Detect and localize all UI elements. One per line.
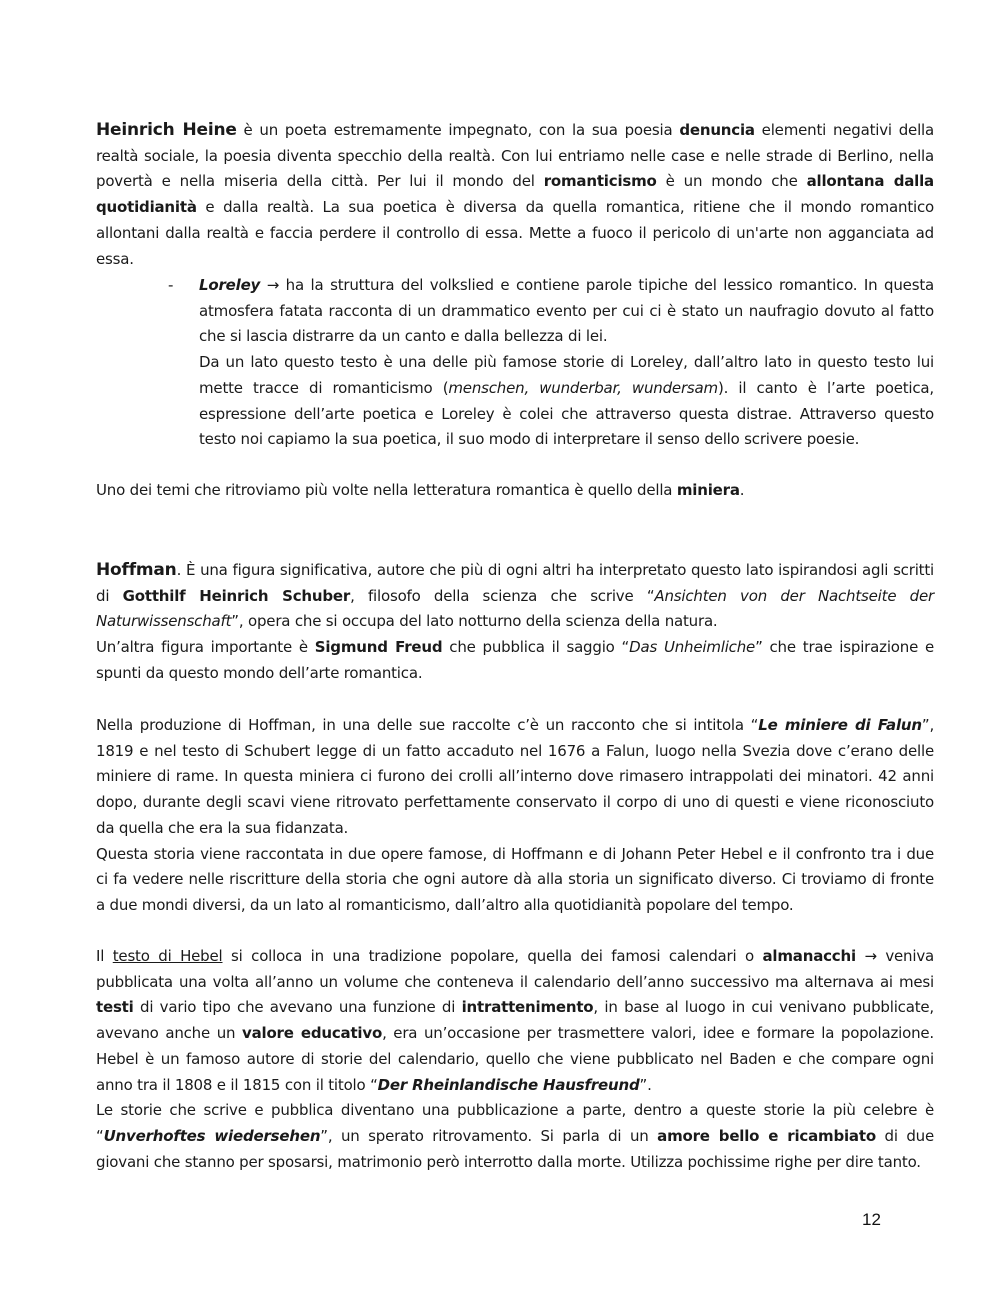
bold-term: romanticismo [543, 172, 657, 191]
text-run: → ha la struttura del volkslied e contiene parole tipiche del lessico romantico. In questa atmosfera fatata racconta di un drammatico evento per cui ci è stato un naufragio dovuto al fatto che si lascia distrarre da un canto e dalla bellezza di lei. [199, 276, 934, 346]
text-run: . È una figura significativa, autore che più di ogni altri ha interpretato questo lato ispirandosi agli scritti di [96, 561, 934, 605]
text-run: Uno dei temi che ritroviamo più volte nella letteratura romantica è quello della [96, 481, 677, 499]
text-run: ”, 1819 e nel testo di Schubert legge di un fatto accaduto nel 1676 a Falun, luogo nella Svezia dove c’erano delle miniere di rame. In questa miniera ci furono dei crolli all’interno dove rimasero intrappolati dei minatori. 42 anni dopo, durante degli scavi viene ritrovato perfettamente conservato il corpo di uno di questi e viene riconosciuto da quella che era la sua fidanzata. [96, 716, 935, 837]
heine-name: Heinrich Heine [96, 120, 237, 140]
work-title: Der Rheinlandische Hausfreund [377, 1075, 640, 1094]
page-number: 12 [862, 1210, 881, 1229]
bold-term: intrattenimento [461, 998, 594, 1017]
bullet-dash: - [168, 276, 174, 294]
text-run: ”, opera che si occupa del lato notturno della scienza della natura. [231, 612, 718, 631]
text-run: è un poeta estremamente impegnato, con la sua poesia [236, 121, 680, 139]
text-run: e dalla realtà. La sua poetica è diversa da quella romantica, ritiene che il mondo romantico allontani dalla realtà e faccia perdere il controllo di essa. Mette a fuoco il pericolo di un'arte non agganciata ad essa. [96, 198, 934, 268]
loreley-title: Loreley [199, 276, 261, 294]
bold-term: Sigmund Freud [314, 638, 443, 657]
text-run: Questa storia viene raccontata in due opere famose, di Hoffmann e di Johann Peter Hebel e il confronto tra i due ci fa vedere nelle riscritture della storia che ogni autore dà alla storia un significato diverso. Ci troviamo di fronte a due mondi diversi, da un lato al romanticismo, dall’altro alla quotidianità popolare del tempo. [96, 844, 934, 914]
text-run: ”. [639, 1075, 652, 1094]
text-run: che pubblica il saggio “ [442, 638, 630, 657]
text-run: di due giovani che stanno per sposarsi, matrimonio però interrotto dalla morte. Utilizza pochissime righe per dire tanto. [96, 1126, 934, 1171]
bold-term: miniera [676, 481, 740, 499]
bold-term: Gotthilf Heinrich Schuber [122, 586, 351, 605]
italic-term: Das Unheimliche [629, 638, 756, 657]
text-run: . [739, 481, 745, 499]
work-title: Le miniere di Falun [758, 716, 922, 734]
text-run: Un’altra figura importante è [96, 638, 315, 657]
text-run: , era un’occasione per trasmettere valori, idee e formare la popolazione. Hebel è un famoso autore di storie del calendario, quello che viene pubblicato nel Baden e che compare ogni anno tra il 1808 e il 1815 con il titolo “ [96, 1024, 934, 1094]
underlined-term: testo di Hebel [112, 947, 223, 965]
italic-term: menschen, wunderbar, wundersam [448, 378, 718, 397]
text-run: è un mondo che [656, 172, 807, 191]
italic-term: Ansichten von der Nachtseite der Naturwissenschaft [96, 586, 934, 631]
text-run: Il [96, 947, 113, 965]
text-run: , in base al luogo in cui venivano pubblicate, avevano anche un [96, 998, 934, 1043]
text-run: Da un lato questo testo è una delle più famose storie di Loreley, dall’altro lato in questo testo lui mette tracce di romanticismo ( [199, 353, 934, 397]
hoffman-paragraph [96, 558, 934, 687]
bold-term: almanacchi [762, 947, 856, 965]
text-run: elementi negativi della realtà sociale, la poesia diventa specchio della realtà. Con lui entriamo nelle case e nelle strade di Berlino, nella povertà e nella miseria della città. Per lui il mondo del [96, 121, 935, 191]
text-run: ” che trae ispirazione e spunti da questo mondo dell’arte romantica. [96, 638, 934, 682]
hoffman-name: Hoffman [96, 560, 177, 580]
falun-paragraph [96, 713, 934, 919]
bold-term: amore bello e ricambiato [657, 1126, 876, 1145]
text-run: ”, un sperato ritrovamento. Si parla di un [320, 1126, 658, 1145]
text-run: Le storie che scrive e pubblica diventano una pubblicazione a parte, dentro a queste storie la più celebre è “ [96, 1101, 934, 1145]
bold-term: testi [96, 998, 134, 1017]
miniera-paragraph [96, 478, 934, 504]
text-run: Nella produzione di Hoffman, in una delle sue raccolte c’è un racconto che si intitola “ [96, 716, 759, 734]
bold-term: allontana dalla quotidianità [96, 172, 934, 217]
hebel-paragraph [96, 944, 934, 1175]
text-run: si colloca in una tradizione popolare, quella dei famosi calendari o [222, 947, 763, 965]
text-run: → veniva pubblicata una volta all’anno un volume che conteneva il calendario dell’anno successivo ma alternava ai mesi [96, 947, 934, 991]
heine-paragraph [96, 118, 934, 272]
loreley-item [199, 273, 934, 453]
bold-term: valore educativo [242, 1024, 383, 1043]
text-run: , filosofo della scienza che scrive “ [350, 586, 655, 605]
bold-term: denuncia [679, 121, 755, 139]
text-run: di vario tipo che avevano una funzione di [133, 998, 462, 1017]
text-run: ). il canto è l’arte poetica, espressione dell’arte poetica e Loreley è colei che attraverso questa distrae. Attraverso questo testo noi capiamo la sua poetica, il suo modo di interpretare il senso dello scrivere poesie. [199, 378, 934, 449]
work-title: Unverhoftes wiedersehen [103, 1126, 321, 1145]
